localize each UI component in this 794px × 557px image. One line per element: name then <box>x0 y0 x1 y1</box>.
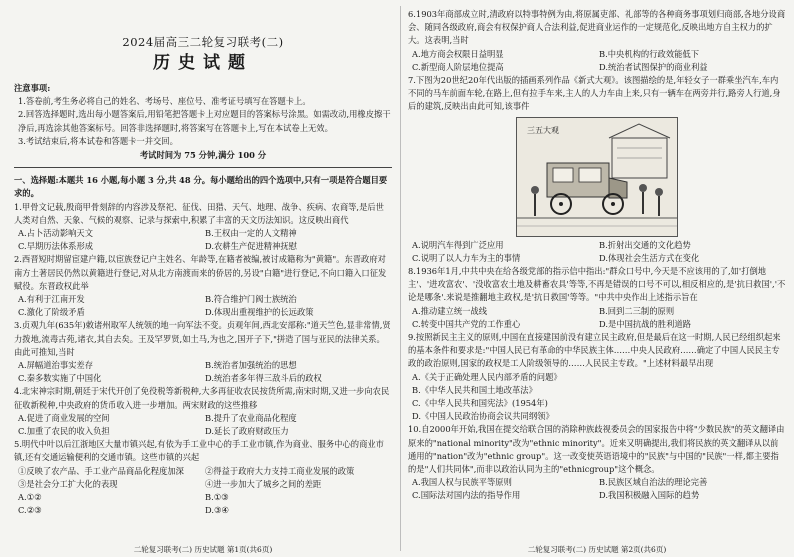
question-8: 8.1936年1月,中共中央在给各级党部的指示信中指出:"群众口号中,今天是不应该用的了,如'打倒地主'、'进攻富农'、'没收富农土地及耕畜农具'等等,不再是错误的口号不可以,相反相应的,是'抗日救国','不论是哪条'.来说是推翻地主政权,是'抗日救国'等等。"中共中央作出上述指示旨在 <box>408 266 786 303</box>
option-d: D.是中国抗战的胜利道路 <box>599 318 691 329</box>
question-9-option-b-row <box>408 384 786 397</box>
option-c: C.转变中国共产党的工作重心 <box>412 318 521 329</box>
option-a: A.有利于江南开发 <box>18 294 85 305</box>
question-1-options-row-1 <box>14 227 392 240</box>
question-2: 2.西晋短时期留宦建户籍,以宦族登记户主姓名、年龄等,在籍者被编,被讨成籍称为"黄籍"。东晋政府对南方土著居民仍然以黄籍进行登记,对从北方南渡而来的侨居的,另设"白籍"进行登记,不向口籍入口征发赋役。东晋政权此举 <box>14 254 387 291</box>
item-4: ④进一步加大了城乡之间的差距 <box>205 478 322 489</box>
option-d: D.③④ <box>205 505 229 516</box>
option-a: A.促进了商业发展的空间 <box>18 412 110 423</box>
question-2-options-row-1 <box>14 293 392 306</box>
option-a: A.屏幅道治事实差存 <box>18 360 94 371</box>
option-d: D.农耕生产促进精神抚慰 <box>205 241 297 252</box>
item-3: ③是社会分工扩大化的表现 <box>18 478 118 489</box>
question-10-options-row-1 <box>408 476 786 489</box>
question-9-option-c-row <box>408 397 786 410</box>
item-1: ①反映了农产品、手工业产品商品化程度加深 <box>18 465 184 476</box>
option-d: D.我国积极融入国际的趋势 <box>599 490 700 501</box>
option-d: D.统治者试图保护的商业利益 <box>599 61 708 72</box>
divider-line <box>14 167 392 168</box>
option-b: B.①③ <box>205 492 229 503</box>
question-4-options-row-2 <box>14 425 392 438</box>
option-d: D.《中国人民政治协商会议共同纲领》 <box>412 411 554 422</box>
option-c: C.《中华人民共和国宪法》(1954年) <box>412 398 548 409</box>
option-c: C.国际法对国内法的指导作用 <box>412 490 521 501</box>
exam-time: 考试时间为 75 分钟,满分 100 分 <box>139 150 267 161</box>
question-7-options-row-2 <box>408 252 786 265</box>
column-divider <box>400 6 401 551</box>
question-6-options-row-1 <box>408 48 786 61</box>
left-column <box>14 8 392 518</box>
page-footer-left: 二轮复习联考(二) 历史试题 第1页(共6页) <box>133 545 273 554</box>
option-c: C.加重了农民的收入负担 <box>18 426 110 437</box>
option-b: B.折射出交通的文化趋势 <box>599 239 691 250</box>
option-b: B.王权由一定的人文精神 <box>205 228 297 239</box>
option-d: D.统治者多年得三敌斗后的政权 <box>205 373 322 384</box>
option-c: C.激化了阶级矛盾 <box>18 307 85 318</box>
question-10-options-row-2 <box>408 489 786 502</box>
option-c: C.说明了以人力车为主的事情 <box>412 252 521 263</box>
option-c: C.秦多数实施了中国化 <box>18 373 102 384</box>
question-4-options-row-1 <box>14 412 392 425</box>
question-5-options-row-1 <box>14 491 392 504</box>
question-4: 4.北宋神宗时期,朝廷于宋代开创了免役税等新税种,大多再征收农民按货所需,南宋时期,又进一步向农民征收新税种,中央政府的货币收入进一步增加。两宋财政的这些推移 <box>14 386 390 410</box>
question-7-options-row-1 <box>408 239 786 252</box>
item-2: ②得益于政府大力支持工商业发展的政策 <box>205 465 355 476</box>
option-c: C.早期历法体系形成 <box>18 241 94 252</box>
option-b: B.民族区域自治法的理论完善 <box>599 477 708 488</box>
question-5: 5.明代中叶以后江浙地区大量市镇兴起,有依为手工业中心的手工业市镇,作为商业、服务中心的商业市镇,还有交通运输便利的交通市镇。这些市镇的兴起 <box>14 439 384 463</box>
question-5-items-row-2 <box>14 478 392 491</box>
question-9-option-d-row <box>408 410 786 423</box>
exam-subtitle: 历史试题 <box>153 53 253 73</box>
option-a: A.《关于正确处理人民内部矛盾的问题》 <box>412 371 562 382</box>
option-d: D.延长了政府财政压力 <box>205 426 289 437</box>
option-b: B.中央机构的行政效能低下 <box>599 48 700 59</box>
question-3-options-row-1 <box>14 359 392 372</box>
right-column <box>408 8 786 503</box>
question-9: 9.按照新民主主义的原则,中国在直接建国前没有建立民主政府,但是最后在这一时期,人民已经组织起来的基本条件和要求是:"中国人民已有革命的中华民族主体……中央人民政府……确定了中国人民民主专政的政治原则,国家的政权是工人阶级领导的……人民民主专政。"上述材料最早出现 <box>408 332 781 369</box>
question-2-options-row-2 <box>14 306 392 319</box>
notes-heading: 注意事项: <box>14 83 51 93</box>
illustration-figure <box>516 117 678 237</box>
option-b: B.回到二三制的原则 <box>599 305 675 316</box>
section-heading: 一、选择题:本题共 16 小题,每小题 3 分,共 48 分。每小题给出的四个选项中,只有一项是符合题目要求的。 <box>14 175 388 199</box>
question-3: 3.贞观九年(635年)敕诸州取军人统领的地一向军法不变。贞观年间,西北安部称:"道天竺色,显非常情,贤力拨地,流毒古苑,诸衣,其自去矣。王及罕罗贤,如土马,为也之,国开子下,"拼造了国与亚民的法律关系。由此可推知,当时 <box>14 320 391 357</box>
page-footer-right: 二轮复习联考(二) 历史试题 第2页(共6页) <box>527 545 667 554</box>
question-8-options-row-1 <box>408 305 786 318</box>
option-b: B.符合维护门阀士族统治 <box>205 294 297 305</box>
option-c: C.②③ <box>18 505 42 516</box>
option-a: A.我国人权与民族平等原则 <box>412 477 512 488</box>
note-2: 2.回答选择题时,选出每小题答案后,用铅笔把答题卡上对应题目的答案标号涂黑。如需改动,用橡皮擦干净后,再选涂其他答案标号。回答非选择题时,将答案写在答题卡上,写在本试卷上无效。 <box>18 109 391 133</box>
option-b: B.统治者加强统治的思想 <box>205 360 297 371</box>
figure-caption: 三五大观 <box>527 125 559 135</box>
question-1: 1.甲骨文记载,殷商甲骨刻辞的内容涉及祭祀、征伐、田猎、天气、地理、战争、疾病、农商等,是后世人类对自然、天象、气候的观察、记录与探索中,积累了丰富的天文历法知识。这反映出商代 <box>14 201 384 225</box>
question-3-options-row-2 <box>14 372 392 385</box>
option-a: A.占卜活动影响天文 <box>18 228 94 239</box>
option-a: A.地方商会权限日益明显 <box>412 48 504 59</box>
question-6-options-row-2 <box>408 61 786 74</box>
option-b: B.《中华人民共和国土地改革法》 <box>412 384 537 395</box>
option-a: A.推动建立统一战线 <box>412 305 488 316</box>
question-6: 6.1903年商部成立时,清政府以特事特例为由,将原属吏部、礼部等的各种商务事项划归商部,各地分设商会、随同各级政府,商会有权保护商人合法利益,促进商业运作的一定规范化,反映出地方自主权力的扩大。这表明,当时 <box>408 9 786 46</box>
option-d: D.体现社会生活方式在变化 <box>599 252 700 263</box>
question-8-options-row-2 <box>408 318 786 331</box>
question-5-items-row-1 <box>14 465 392 478</box>
option-d: D.体现出重视维护的长远政策 <box>205 307 314 318</box>
option-b: B.提升了农业商品化程度 <box>205 412 297 423</box>
option-a: A.说明汽车得到广泛应用 <box>412 239 504 250</box>
option-a: A.①② <box>18 492 42 503</box>
option-c: C.新型商人阶层地位提高 <box>412 61 504 72</box>
question-7: 7.下图为20世纪20年代出版的插画系列作品《新式大观》。该图描绘的是,年轻女子一群乘坐汽车,车内不同的马车前面车轮,在路上,但有拉手车来,主人的人力车由上来,只有一辆车在两旁并行,路旁人行道,身后的建筑,反映出由此可知,该事件 <box>408 75 781 112</box>
note-3: 3.考试结束后,将本试卷和答题卡一并交回。 <box>18 135 178 146</box>
question-1-options-row-2 <box>14 240 392 253</box>
question-9-option-a-row <box>408 371 786 384</box>
exam-title: 2024届高三二轮复习联考(二) <box>122 35 284 49</box>
question-5-options-row-2 <box>14 504 392 517</box>
note-1: 1.答卷前,考生务必将自己的姓名、考场号、座位号、准考证号填写在答题卡上。 <box>18 96 311 107</box>
question-10: 10.自2000年开始,我国在提交给联合国的消除种族歧视委员会的国家报告中将"少数民族"的英文翻译由原来的"national minority"改为"ethnic minority"。近来又明确提出,我们将民族的英文翻译从以前通用的"nation"改为"ethnic group"。这一改变使英语语境中的"民族"与中国的"民族"一样,都主要指的是"人们共同体",而非以政治认同为主的"ethnicgroup"这个概念。 <box>408 424 785 475</box>
